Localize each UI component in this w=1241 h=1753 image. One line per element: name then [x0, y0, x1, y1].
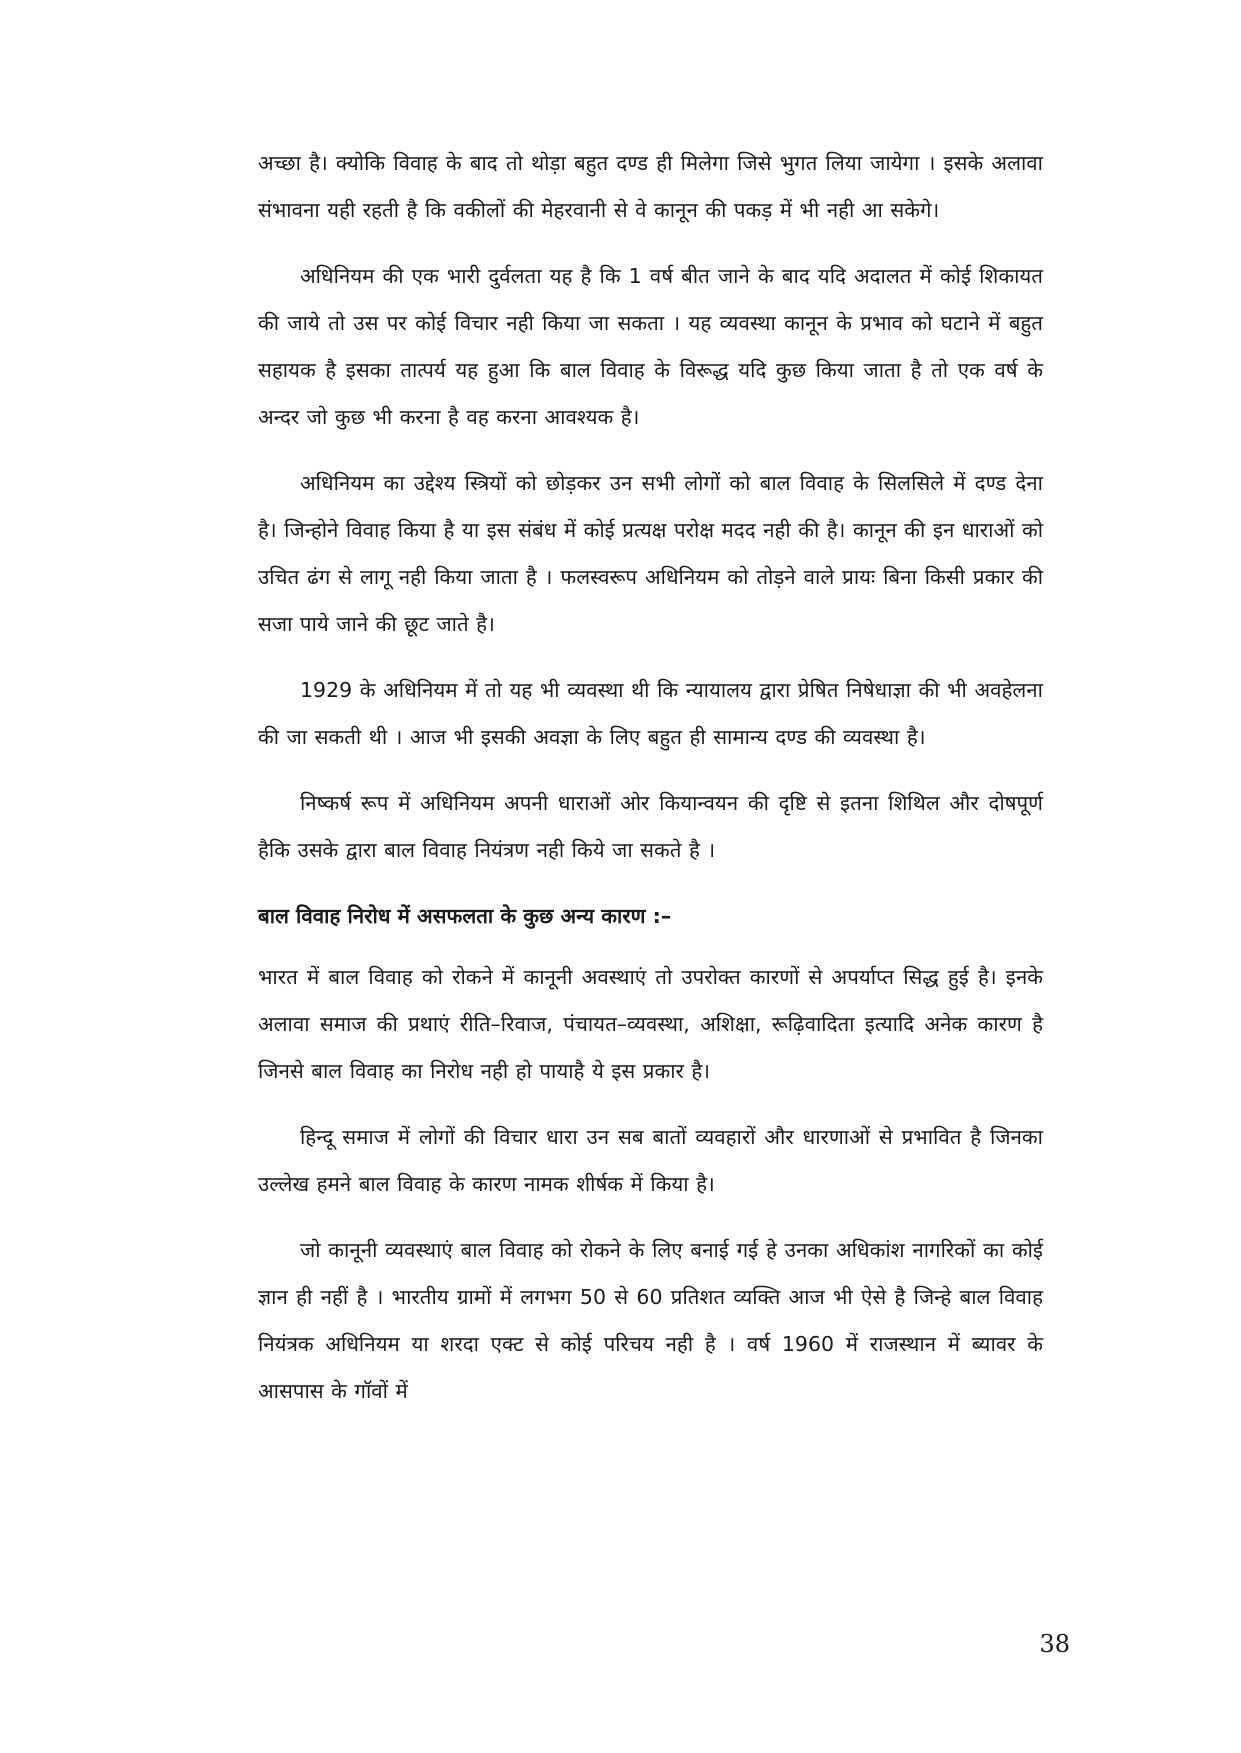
page-number: 38 — [1039, 1630, 1070, 1658]
paragraph-7: हिन्दू समाज में लोगों की विचार धारा उन सब बातों व्यवहारों और धारणाओं से प्रभावित है जिनका उल्लेख हमने बाल विवाह के कारण नामक शीर्षक में किया है। — [258, 1125, 1043, 1196]
section-heading: बाल विवाह निरोध में असफलता के कुछ अन्य कारण :– — [258, 904, 672, 928]
paragraph-3: अधिनियम का उद्देश्य स्त्रियों को छोड़कर उन सभी लोगों को बाल विवाह के सिलसिले में दण्ड देना है। जिन्होने विवाह किया है या इस संबंध में कोई प्रत्यक्ष परोक्ष मदद नही की है। कानून की इन धाराओं को उचित ढंग से लागू नही किया जाता है । फलस्वरूप अधिनियम को तोड़ने वाले प्रायः बिना किसी प्रकार की सजा पाये जाने की छूट जाते है। — [258, 471, 1043, 636]
paragraph-5: निष्कर्ष रूप में अधिनियम अपनी धाराओं ओर कियान्वयन की दृष्टि से इतना शिथिल और दोषपूर्ण हैकि उसके द्वारा बाल विवाह नियंत्रण नही किये जा सकते है । — [258, 791, 1043, 862]
paragraph-2: अधिनियम की एक भारी दुर्वलता यह है कि 1 वर्ष बीत जाने के बाद यदि अदालत में कोई शिकायत की जाये तो उस पर कोई विचार नही किया जा सकता । यह व्यवस्था कानून के प्रभाव को घटाने में बहुत सहायक है इसका तात्पर्य यह हुआ कि बाल विवाह के विरूद्ध यदि कुछ किया जाता है तो एक वर्ष के अन्दर जो कुछ भी करना है वह करना आवश्यक है। — [258, 264, 1043, 429]
paragraph-6: भारत में बाल विवाह को रोकने में कानूनी अवस्थाएं तो उपरोक्त कारणों से अपर्याप्त सिद्ध हुई है। इनके अलावा समाज की प्रथाएं रीति–रिवाज, पंचायत–व्यवस्था, अशिक्षा, रूढ़िवादिता इत्यादि अनेक कारण है जिनसे बाल विवाह का निरोध नही हो पायाहै ये इस प्रकार है। — [258, 965, 1043, 1083]
paragraph-4: 1929 के अधिनियम में तो यह भी व्यवस्था थी कि न्यायालय द्वारा प्रेषित निषेधाज्ञा की भी अवहेलना की जा सकती थी । आज भी इसकी अवज्ञा के लिए बहुत ही सामान्य दण्ड की व्यवस्था है। — [258, 678, 1043, 749]
paragraph-1: अच्छा है। क्योकि विवाह के बाद तो थोड़ा बहुत दण्ड ही मिलेगा जिसे भुगत लिया जायेगा । इसके अलावा संभावना यही रहती है कि वकीलों की मेहरवानी से वे कानून की पकड़ में भी नही आ सकेगे। — [258, 151, 1043, 222]
paragraph-8: जो कानूनी व्यवस्थाएं बाल विवाह को रोकने के लिए बनाई गई हे उनका अधिकांश नागरिकों का कोई ज्ञान ही नहीं है । भारतीय ग्रामों में लगभग 50 से 60 प्रतिशत व्यक्ति आज भी ऐसे है जिन्हे बाल विवाह नियंत्रक अधिनियम या शरदा एक्ट से कोई परिचय नही है । वर्ष 1960 में राजस्थान में ब्यावर के आसपास के गॉवों में — [258, 1238, 1043, 1403]
page-body — [258, 140, 1043, 1434]
